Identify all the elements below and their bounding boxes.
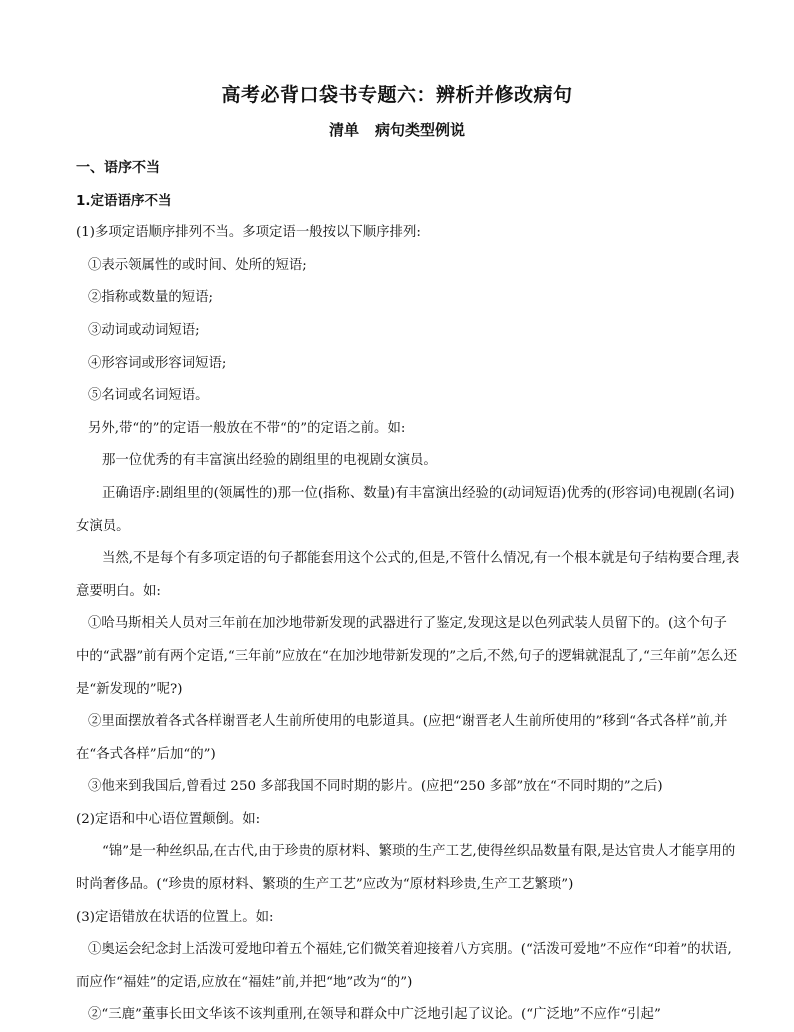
paragraph: 另外,带“的”的定语一般放在不带“的”的定语之前。如: (88, 420, 406, 436)
list-item: ④形容词或形容词短语; (88, 355, 227, 371)
list-item: ①表示领属性的或时间、处所的短语; (88, 257, 307, 273)
list-item: ③动词或动词短语; (88, 322, 200, 338)
section-heading: 一、语序不当 (76, 160, 160, 176)
document-body (76, 152, 740, 1032)
subtitle-text: 病句类型例说 (375, 121, 466, 139)
list-item: ②指称或数量的短语; (88, 290, 214, 306)
subsection-heading: 1.定语语序不当 (76, 192, 172, 209)
example-item: “锦”是一种丝织品,在古代,由于珍贵的原材料、繁琐的生产工艺,使得丝织品数量有限,是达官贵人才能享用的时尚奢侈品。(“珍贵的原材料、繁琐的生产工艺”应改为“原材料珍贵,生产工艺繁琐”) (76, 844, 736, 893)
paragraph: 当然,不是每个有多项定语的句子都能套用这个公式的,但是,不管什么情况,有一个根本就是句子结构要合理,表意要明白。如: (76, 551, 740, 599)
paragraph: (2)定语和中心语位置颠倒。如: (76, 811, 261, 827)
example-item: ②“三鹿”董事长田文华该不该判重刑,在领导和群众中广泛地引起了议论。(“广泛地”不应作“引起” (88, 1007, 661, 1023)
example-item: ①哈马斯相关人员对三年前在加沙地带新发现的武器进行了鉴定,发现这是以色列武装人员留下的。(这个句子中的“武器”前有两个定语,“三年前”应放在“在加沙地带新发现的”之后,不然,句子的逻辑就混乱了,“三年前”怎么还是“新发现的”呢?) (76, 616, 737, 697)
example-sentence: 那一位优秀的有丰富演出经验的剧组里的电视剧女演员。 (102, 453, 437, 469)
document-title: 高考必背口袋书专题六：辨析并修改病句 (221, 84, 573, 106)
paragraph: (1)多项定语顺序排列不当。多项定语一般按以下顺序排列: (76, 225, 421, 241)
example-item: ①奥运会纪念封上活泼可爱地印着五个福娃,它们微笑着迎接着八方宾朋。(“活泼可爱地”不应作“印着”的状语,而应作“福娃”的定语,应放在“福娃”前,并把“地”改为“的”) (76, 942, 732, 990)
document-subtitle (0, 119, 794, 140)
paragraph: 正确语序:剧组里的(领属性的)那一位(指称、数量)有丰富演出经验的(动词短语)优秀的(形容词)电视剧(名词)女演员。 (76, 485, 735, 534)
list-item: ⑤名词或名词短语。 (88, 388, 209, 404)
subtitle-label: 清单 (328, 121, 359, 139)
example-item: ③他来到我国后,曾看过 250 多部我国不同时期的影片。(应把“250 多部”放在“不同时期的”之后) (88, 779, 663, 795)
example-item: ②里面摆放着各式各样谢晋老人生前所使用的电影道具。(应把“谢晋老人生前所使用的”移到“各式各样”前,并在“各式各样”后加“的”) (76, 714, 728, 762)
paragraph: (3)定语错放在状语的位置上。如: (76, 909, 274, 925)
